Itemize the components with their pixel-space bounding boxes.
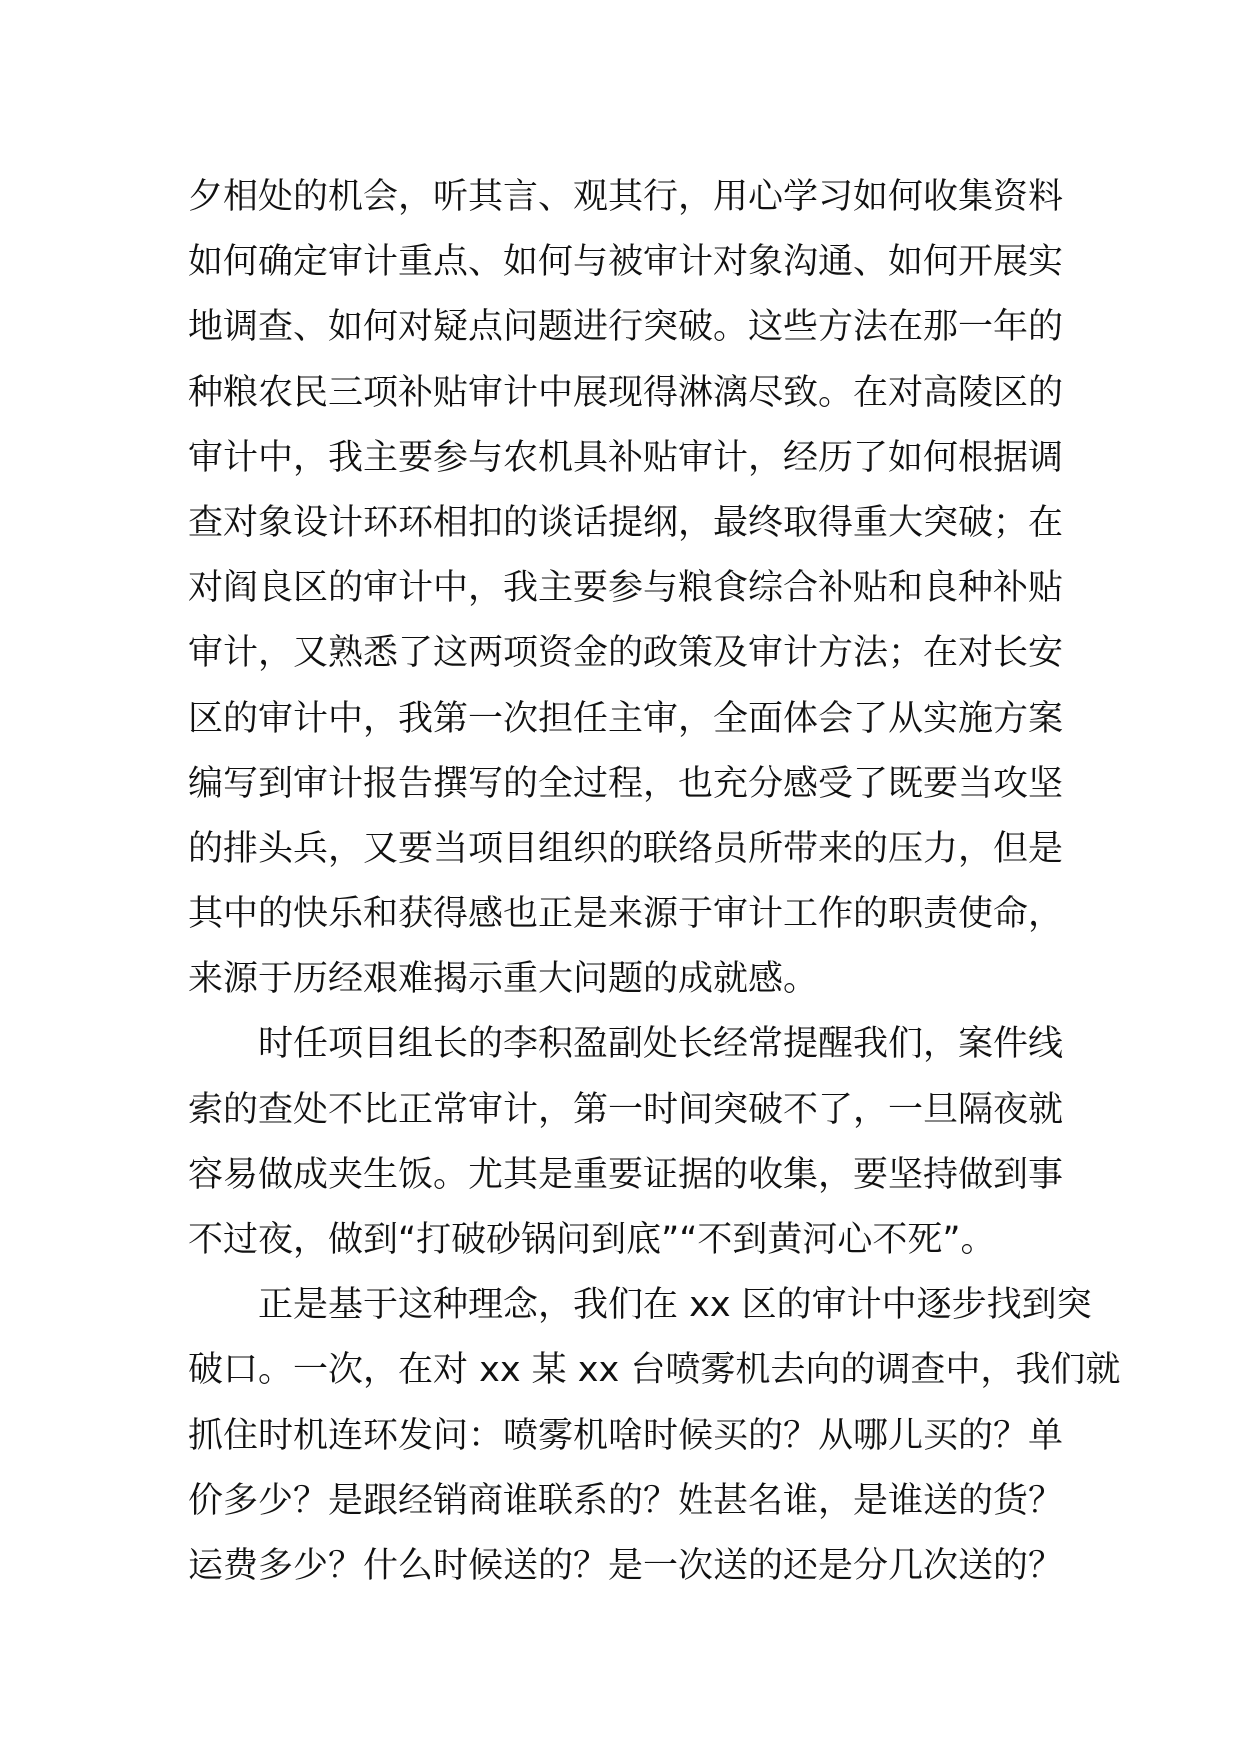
text-line: 其中的快乐和获得感也正是来源于审计工作的职责使命， <box>188 894 1064 935</box>
text-line: 审计，又熟悉了这两项资金的政策及审计方法；在对长安 <box>188 633 1064 674</box>
text-line: 运费多少？什么时候送的？是一次送的还是分几次送的？ <box>188 1545 1064 1586</box>
text-line: 审计中，我主要参与农机具补贴审计，经历了如何根据调 <box>188 437 1064 478</box>
text-line: 破口。一次，在对 xx 某 xx 台喷雾机去向的调查中，我们就 <box>188 1350 1121 1391</box>
text-line: 抓住时机连环发问：喷雾机啥时候买的？从哪儿买的？单 <box>188 1415 1064 1456</box>
text-line: 夕相处的机会，听其言、观其行，用心学习如何收集资料 <box>188 177 1064 217</box>
text-line: 容易做成夹生饭。尤其是重要证据的收集，要坚持做到事 <box>188 1154 1064 1195</box>
text-line: 对阎良区的审计中，我主要参与粮食综合补贴和良种补贴 <box>188 568 1064 609</box>
text-line: 编写到审计报告撰写的全过程，也充分感受了既要当攻坚 <box>188 763 1064 804</box>
text-line: 来源于历经艰难揭示重大问题的成就感。 <box>188 959 819 1000</box>
text-line: 时任项目组长的李积盈副处长经常提醒我们，案件线 <box>258 1024 1064 1065</box>
text-line: 如何确定审计重点、如何与被审计对象沟通、如何开展实 <box>188 242 1064 283</box>
text-line: 不过夜，做到“打破砂锅问到底”“不到黄河心不死”。 <box>188 1220 996 1260</box>
text-line: 价多少？是跟经销商谁联系的？姓甚名谁，是谁送的货？ <box>188 1480 1064 1521</box>
text-line: 索的查处不比正常审计，第一时间突破不了，一旦隔夜就 <box>188 1089 1064 1130</box>
text-line: 正是基于这种理念，我们在 xx 区的审计中逐步找到突 <box>258 1285 1092 1326</box>
text-line: 的排头兵，又要当项目组织的联络员所带来的压力，但是 <box>188 828 1064 869</box>
text-line: 种粮农民三项补贴审计中展现得淋漓尽致。在对高陵区的 <box>188 372 1064 413</box>
text-line: 查对象设计环环相扣的谈话提纲，最终取得重大突破；在 <box>188 502 1064 543</box>
text-line: 地调查、如何对疑点问题进行突破。这些方法在那一年的 <box>188 307 1064 348</box>
text-line: 区的审计中，我第一次担任主审，全面体会了从实施方案 <box>188 698 1064 739</box>
body-text <box>188 165 1121 1599</box>
